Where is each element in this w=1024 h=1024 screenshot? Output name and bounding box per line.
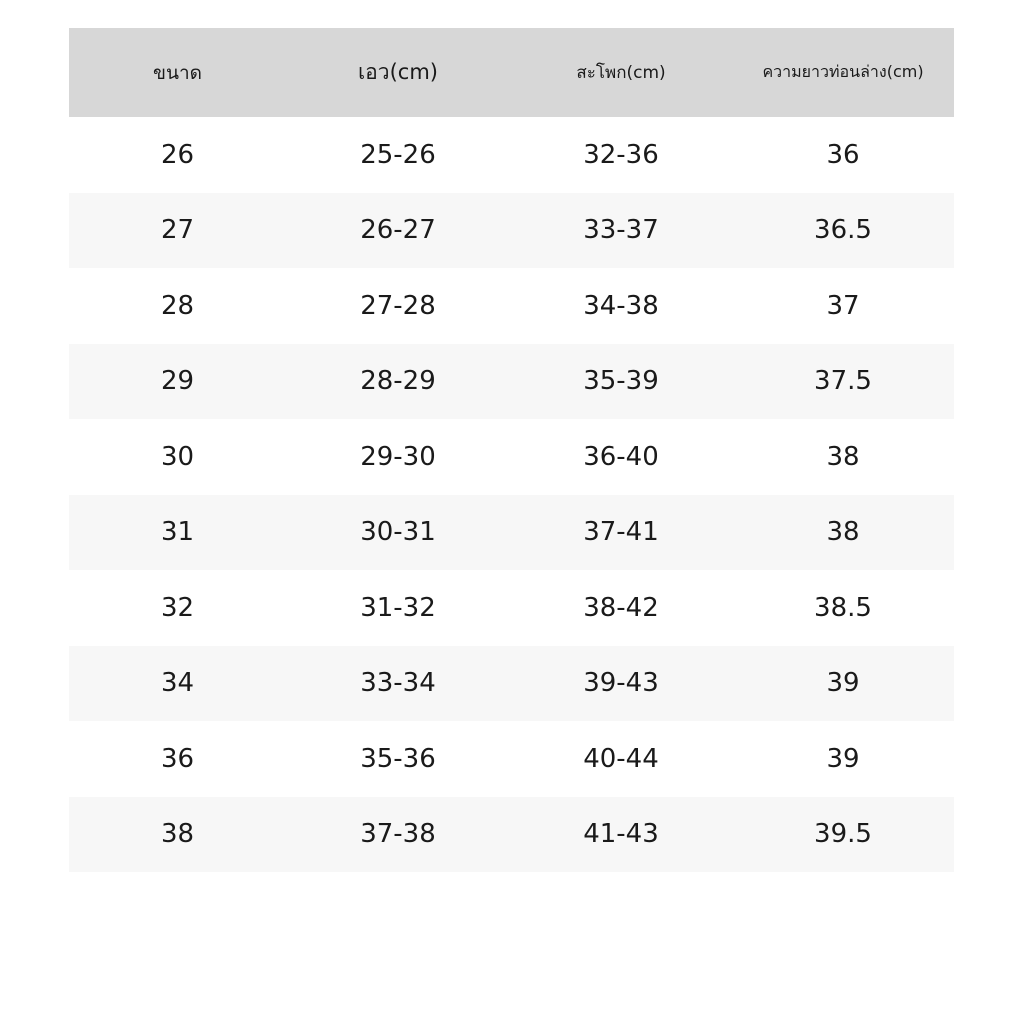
cell-waist: 28-29 [286, 344, 510, 420]
cell-hip: 37-41 [510, 495, 732, 571]
header-row [69, 28, 954, 117]
cell-hip: 34-38 [510, 268, 732, 344]
cell-hip: 33-37 [510, 193, 732, 269]
cell-length: 38.5 [732, 570, 954, 646]
cell-hip: 39-43 [510, 646, 732, 722]
cell-size: 38 [69, 797, 286, 873]
table-row [69, 268, 954, 344]
cell-waist: 30-31 [286, 495, 510, 571]
cell-length: 36 [732, 117, 954, 193]
cell-hip: 40-44 [510, 721, 732, 797]
cell-size: 36 [69, 721, 286, 797]
cell-waist: 33-34 [286, 646, 510, 722]
cell-hip: 35-39 [510, 344, 732, 420]
header-length: ความยาวท่อนล่าง(cm) [732, 28, 954, 117]
cell-waist: 31-32 [286, 570, 510, 646]
size-chart-header [69, 28, 954, 117]
cell-length: 39 [732, 646, 954, 722]
cell-size: 32 [69, 570, 286, 646]
cell-hip: 38-42 [510, 570, 732, 646]
cell-length: 37.5 [732, 344, 954, 420]
cell-size: 30 [69, 419, 286, 495]
table-row [69, 797, 954, 873]
header-waist: เอว(cm) [286, 28, 510, 117]
size-chart-body [69, 117, 954, 872]
header-size: ขนาด [69, 28, 286, 117]
table-row [69, 570, 954, 646]
table-row [69, 495, 954, 571]
cell-hip: 41-43 [510, 797, 732, 873]
header-hip: สะโพก(cm) [510, 28, 732, 117]
cell-length: 38 [732, 495, 954, 571]
cell-length: 36.5 [732, 193, 954, 269]
cell-size: 27 [69, 193, 286, 269]
cell-size: 31 [69, 495, 286, 571]
cell-waist: 35-36 [286, 721, 510, 797]
cell-waist: 37-38 [286, 797, 510, 873]
size-chart-table [69, 28, 954, 872]
table-row [69, 419, 954, 495]
cell-hip: 32-36 [510, 117, 732, 193]
cell-hip: 36-40 [510, 419, 732, 495]
cell-waist: 26-27 [286, 193, 510, 269]
cell-size: 28 [69, 268, 286, 344]
cell-length: 37 [732, 268, 954, 344]
cell-waist: 25-26 [286, 117, 510, 193]
cell-length: 39.5 [732, 797, 954, 873]
table-row [69, 117, 954, 193]
table-row [69, 344, 954, 420]
cell-size: 26 [69, 117, 286, 193]
cell-size: 29 [69, 344, 286, 420]
cell-waist: 29-30 [286, 419, 510, 495]
cell-waist: 27-28 [286, 268, 510, 344]
table-row [69, 721, 954, 797]
cell-length: 39 [732, 721, 954, 797]
cell-length: 38 [732, 419, 954, 495]
table-row [69, 193, 954, 269]
cell-size: 34 [69, 646, 286, 722]
table-row [69, 646, 954, 722]
